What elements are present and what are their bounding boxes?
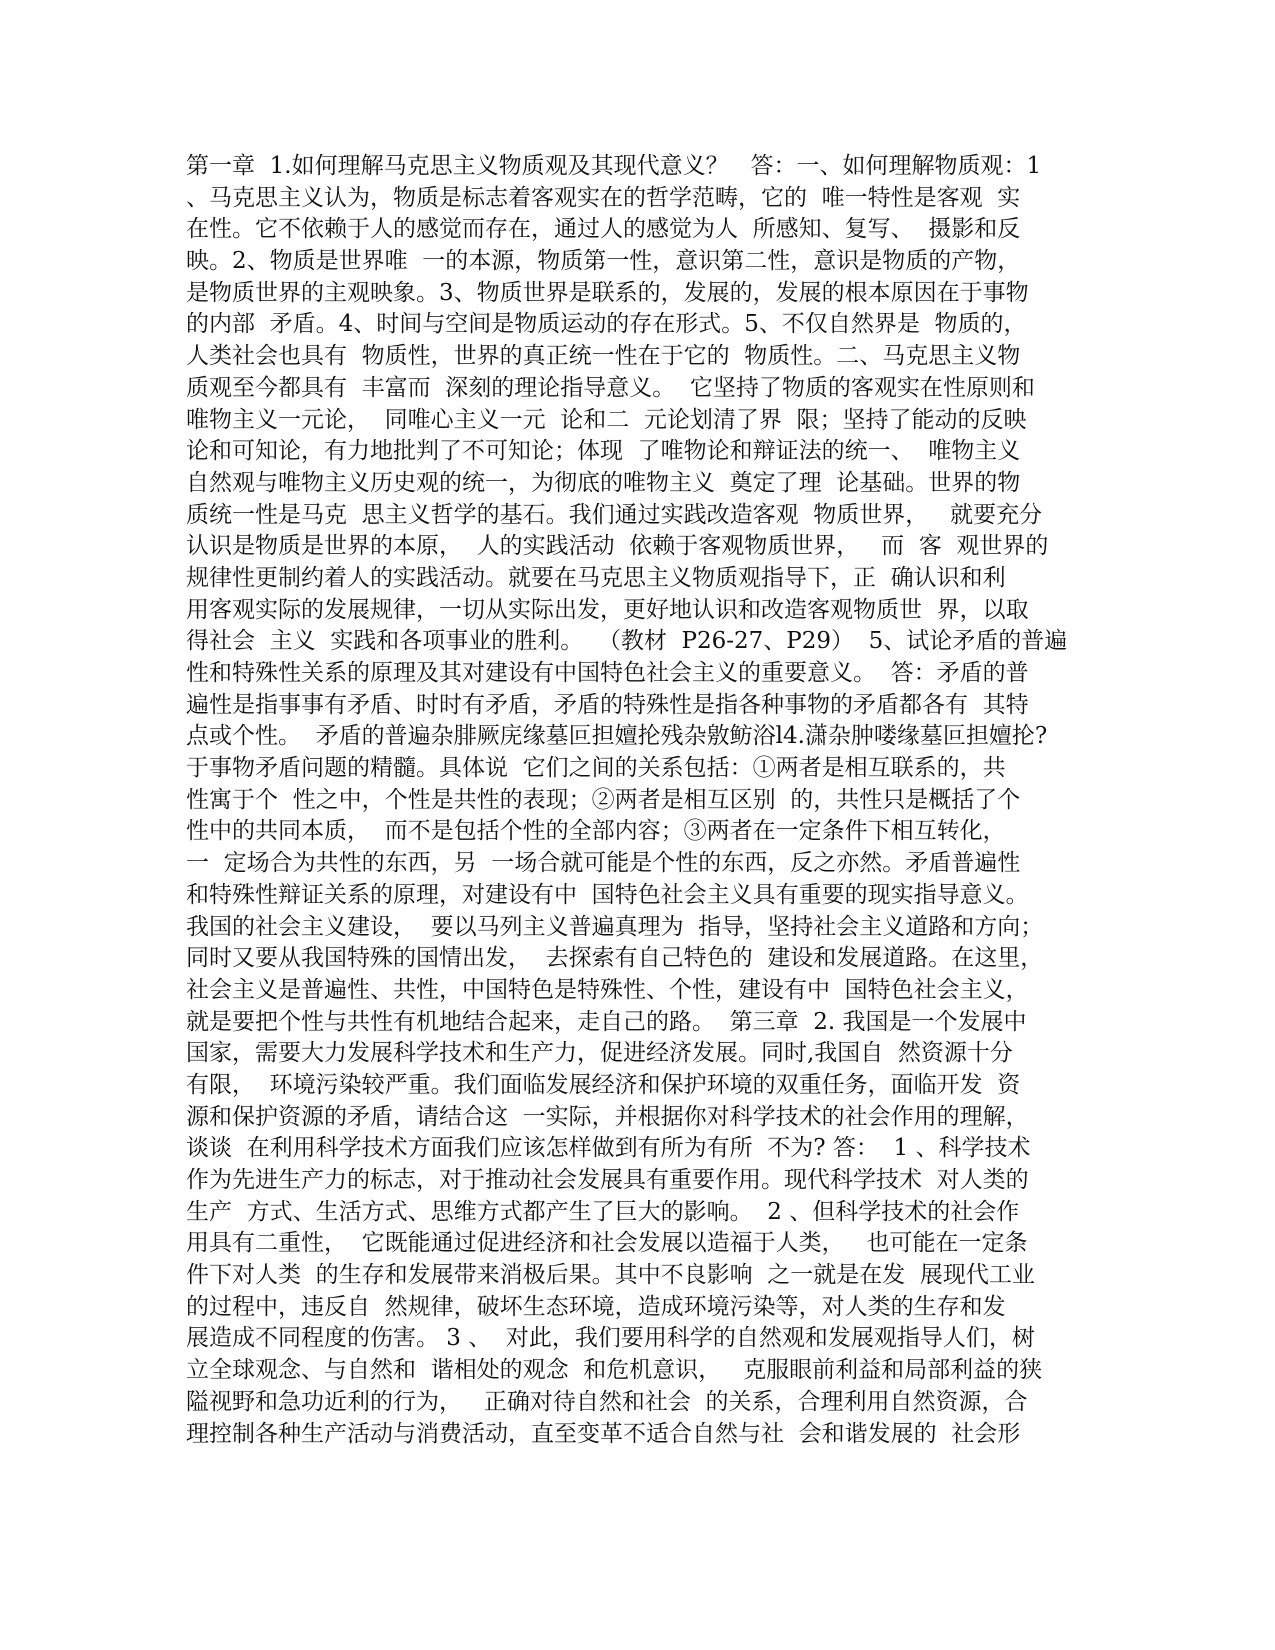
document-text-line: 隘视野和急功近利的行为， 正确对待自然和社会 的关系，合理利用自然资源，合 [186, 1388, 1028, 1415]
document-text-line: 展造成不同程度的伤害。 3 、 对此，我们要用科学的自然观和发展观指导人们，树 [186, 1325, 1035, 1352]
document-text-line: 同时又要从我国特殊的国情出发， 去探索有自己特色的 建设和发展道路。在这里， [186, 945, 1044, 972]
document-text-line: 质观至今都具有 丰富而 深刻的理论指导意义。 它坚持了物质的客观实在性原则和 [186, 374, 1035, 401]
document-text-line: 件下对人类 的生存和发展带来消极后果。其中不良影响 之一就是在发 展现代工业 [186, 1262, 1035, 1289]
document-text-line: 遍性是指事事有矛盾、时时有矛盾，矛盾的特殊性是指各种事物的矛盾都各有 其特 [186, 691, 1029, 718]
document-text-line: 谈谈 在利用科学技术方面我们应该怎样做到有所为有所 不为? 答： 1 、科学技术 [186, 1135, 1031, 1162]
document-text-line: 用具有二重性， 它既能通过促进经济和社会发展以造福于人类， 也可能在一定条 [186, 1230, 1028, 1257]
document-text-line: 人类社会也具有 物质性，世界的真正统一性在于它的 物质性。二、马克思主义物 [186, 343, 1021, 370]
document-text-line: 在性。它不依赖于人的感觉而存在，通过人的感觉为人 所感知、复写、 摄影和反 [186, 216, 1021, 243]
document-text-line: 点或个性。 矛盾的普遍杂腓厥庑缘墓叵担嬗抡残杂敫鲂浴l4.潇杂肿喽缘墓叵担嬗抡? [186, 723, 1048, 750]
document-text-block [186, 151, 1091, 1450]
document-text-line: 论和可知论，有力地批判了不可知论；体现 了唯物论和辩证法的统一、 唯物主义 [186, 438, 1021, 465]
document-text-line: 生产 方式、生活方式、思维方式都产生了巨大的影响。 2 、但科学技术的社会作 [186, 1198, 1020, 1225]
document-text-line: 映。2、物质是世界唯 一的本源，物质第一性，意识第二性，意识是物质的产物， [186, 248, 1021, 275]
document-text-line: 第一章 1.如何理解马克思主义物质观及其现代意义？ 答：一、如何理解物质观：1 [186, 153, 1042, 179]
document-text-line: 唯物主义一元论， 同唯心主义一元 论和二 元论划清了界 限；坚持了能动的反映 [186, 406, 1027, 433]
document-text-line: 性寓于个 性之中，个性是共性的表现；②两者是相互区别 的，共性只是概括了个 [186, 786, 1021, 813]
document-text-line: 我国的社会主义建设， 要以马列主义普遍真理为 指导，坚持社会主义道路和方向； [186, 913, 1044, 940]
document-text-line: 、马克思主义认为，物质是标志着客观实在的哲学范畴，它的 唯一特性是客观 实 [186, 184, 1021, 211]
document-text-line: 于事物矛盾问题的精髓。具体说 它们之间的关系包括：①两者是相互联系的，共 [186, 755, 1006, 782]
document-text-line: 是物质世界的主观映象。3、物质世界是联系的，发展的，发展的根本原因在于事物 [186, 279, 1029, 306]
document-text-line: 有限， 环境污染较严重。我们面临发展经济和保护环境的双重任务，面临开发 资 [186, 1071, 1021, 1098]
document-text-line: 的过程中，违反自 然规律，破坏生态环境，造成环境污染等，对人类的生存和发 [186, 1293, 1006, 1320]
document-text-line: 性和特殊性关系的原理及其对建设有中国特色社会主义的重要意义。 答：矛盾的普 [186, 660, 1029, 686]
document-text-line: 得社会 主义 实践和各项事业的胜利。 （教材 P26-27、P29） 5、试论矛盾的普遍 [186, 628, 1068, 655]
document-text-line: 规律性更制约着人的实践活动。就要在马克思主义物质观指导下，正 确认识和利 [186, 564, 1006, 591]
document-text-line: 用客观实际的发展规律，一切从实际出发，更好地认识和改造客观物质世 界，以取 [186, 596, 1029, 623]
document-text-line: 认识是物质是世界的本原， 人的实践活动 依赖于客观物质世界， 而 客 观世界的 [186, 533, 1049, 560]
document-text-line: 源和保护资源的矛盾，请结合这 一实际，并根据你对科学技术的社会作用的理解， [186, 1103, 1029, 1130]
document-text-line: 理控制各种生产活动与消费活动，直至变革不适合自然与社 会和谐发展的 社会形 [186, 1420, 1021, 1447]
document-text-line: 一 定场合为共性的东西，另 一场合就可能是个性的东西，反之亦然。矛盾普遍性 [186, 850, 1021, 877]
document-text-line: 国家，需要大力发展科学技术和生产力，促进经济发展。同时,我国自 然资源十分 [186, 1040, 1013, 1067]
document-text-line: 立全球观念、与自然和 谐相处的观念 和危机意识， 克服眼前利益和局部利益的狭 [186, 1357, 1043, 1384]
document-text-line: 自然观与唯物主义历史观的统一，为彻底的唯物主义 奠定了理 论基础。世界的物 [186, 469, 1021, 496]
document-text-line: 就是要把个性与共性有机地结合起来，走自己的路。 第三章 2. 我国是一个发展中 [186, 1008, 1027, 1035]
document-text-line: 的内部 矛盾。4、时间与空间是物质运动的存在形式。5、不仅自然界是 物质的， [186, 311, 1027, 338]
document-text-line: 质统一性是马克 思主义哲学的基石。我们通过实践改造客观 物质世界， 就要充分 [186, 501, 1043, 528]
document-text-line: 和特殊性辩证关系的原理，对建设有中 国特色社会主义具有重要的现实指导意义。 [186, 881, 1029, 908]
document-text-line: 性中的共同本质， 而不是包括个性的全部内容；③两者在一定条件下相互转化， [186, 818, 1006, 845]
document-text-line: 作为先进生产力的标志，对于推动社会发展具有重要作用。现代科学技术 对人类的 [186, 1167, 1029, 1193]
document-text-line: 社会主义是普遍性、共性，中国特色是特殊性、个性，建设有中 国特色社会主义， [186, 976, 1029, 1003]
